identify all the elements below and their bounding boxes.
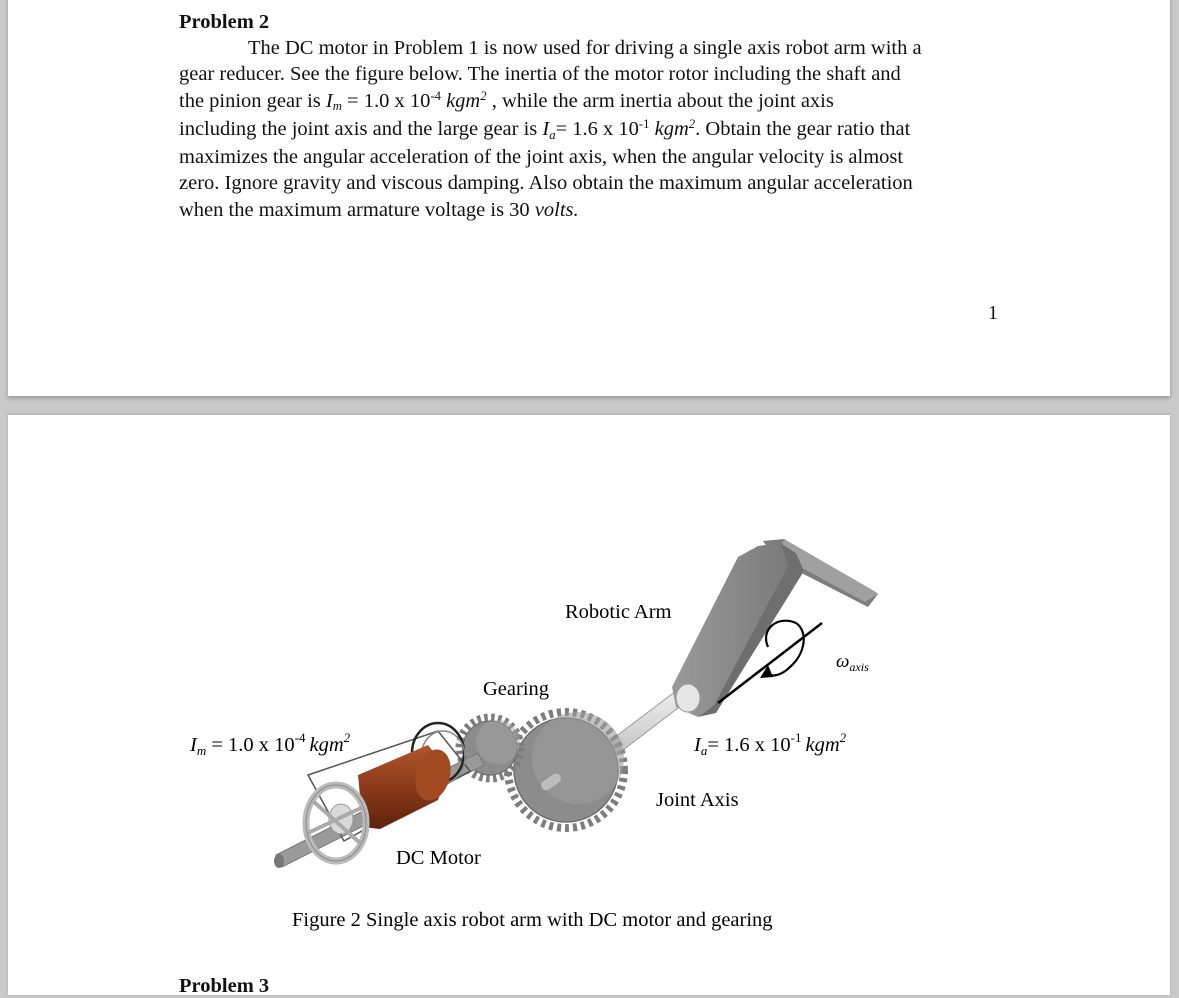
label-omega-axis: $\omega_{axis}$ [836, 651, 869, 674]
problem-heading: Problem 2 [179, 11, 270, 33]
text-line: The DC motor in Problem 1 is now used for driving a single axis robot arm with a [248, 37, 922, 59]
label-robotic-arm: Robotic Arm [565, 601, 672, 623]
label-arm-inertia: Ia= 1.6 x $10^{-1}$ kgm$^2$ [694, 730, 847, 758]
document-page-2 [8, 415, 1170, 995]
arm-inertia-symbol: I [542, 117, 550, 140]
label-joint-axis: Joint Axis [656, 789, 739, 811]
text-line: the pinion gear is $I_m = 1.0$ x $10^{-4}$ kgm$^2$ , while the arm inertia about the joint axis [179, 88, 834, 114]
text-line: zero. Ignore gravity and viscous damping. Also obtain the maximum angular acceleration [179, 172, 913, 195]
label-motor-inertia: Im = 1.0 x $10^{-4}$ kgm$^2$ [190, 730, 351, 758]
label-gearing: Gearing [483, 678, 550, 700]
robotic-arm [672, 539, 878, 717]
problem-statement [179, 35, 1009, 223]
large-gear [508, 712, 624, 828]
figure-caption: Figure 2 Single axis robot arm with DC motor and gearing [292, 909, 773, 931]
text-line: gear reducer. See the figure below. The inertia of the motor rotor including the shaft and [179, 63, 901, 86]
robot-arm-figure [8, 415, 1170, 975]
text-line: when the maximum armature voltage is 30 volts. [179, 198, 579, 221]
document-page-1 [8, 0, 1170, 396]
text-line: including the joint axis and the large gear is $I_a= 1.6$ x $10^{-1}$ kgm$^2$. Obtain the gear ratio that [179, 116, 911, 142]
label-dc-motor: DC Motor [396, 847, 481, 869]
page-number: 1 [988, 302, 998, 324]
next-problem-heading: Problem 3 [179, 975, 270, 997]
text-line: maximizes the angular acceleration of the joint axis, when the angular velocity is almost [179, 146, 904, 169]
motor-inertia-symbol: I [325, 89, 333, 112]
